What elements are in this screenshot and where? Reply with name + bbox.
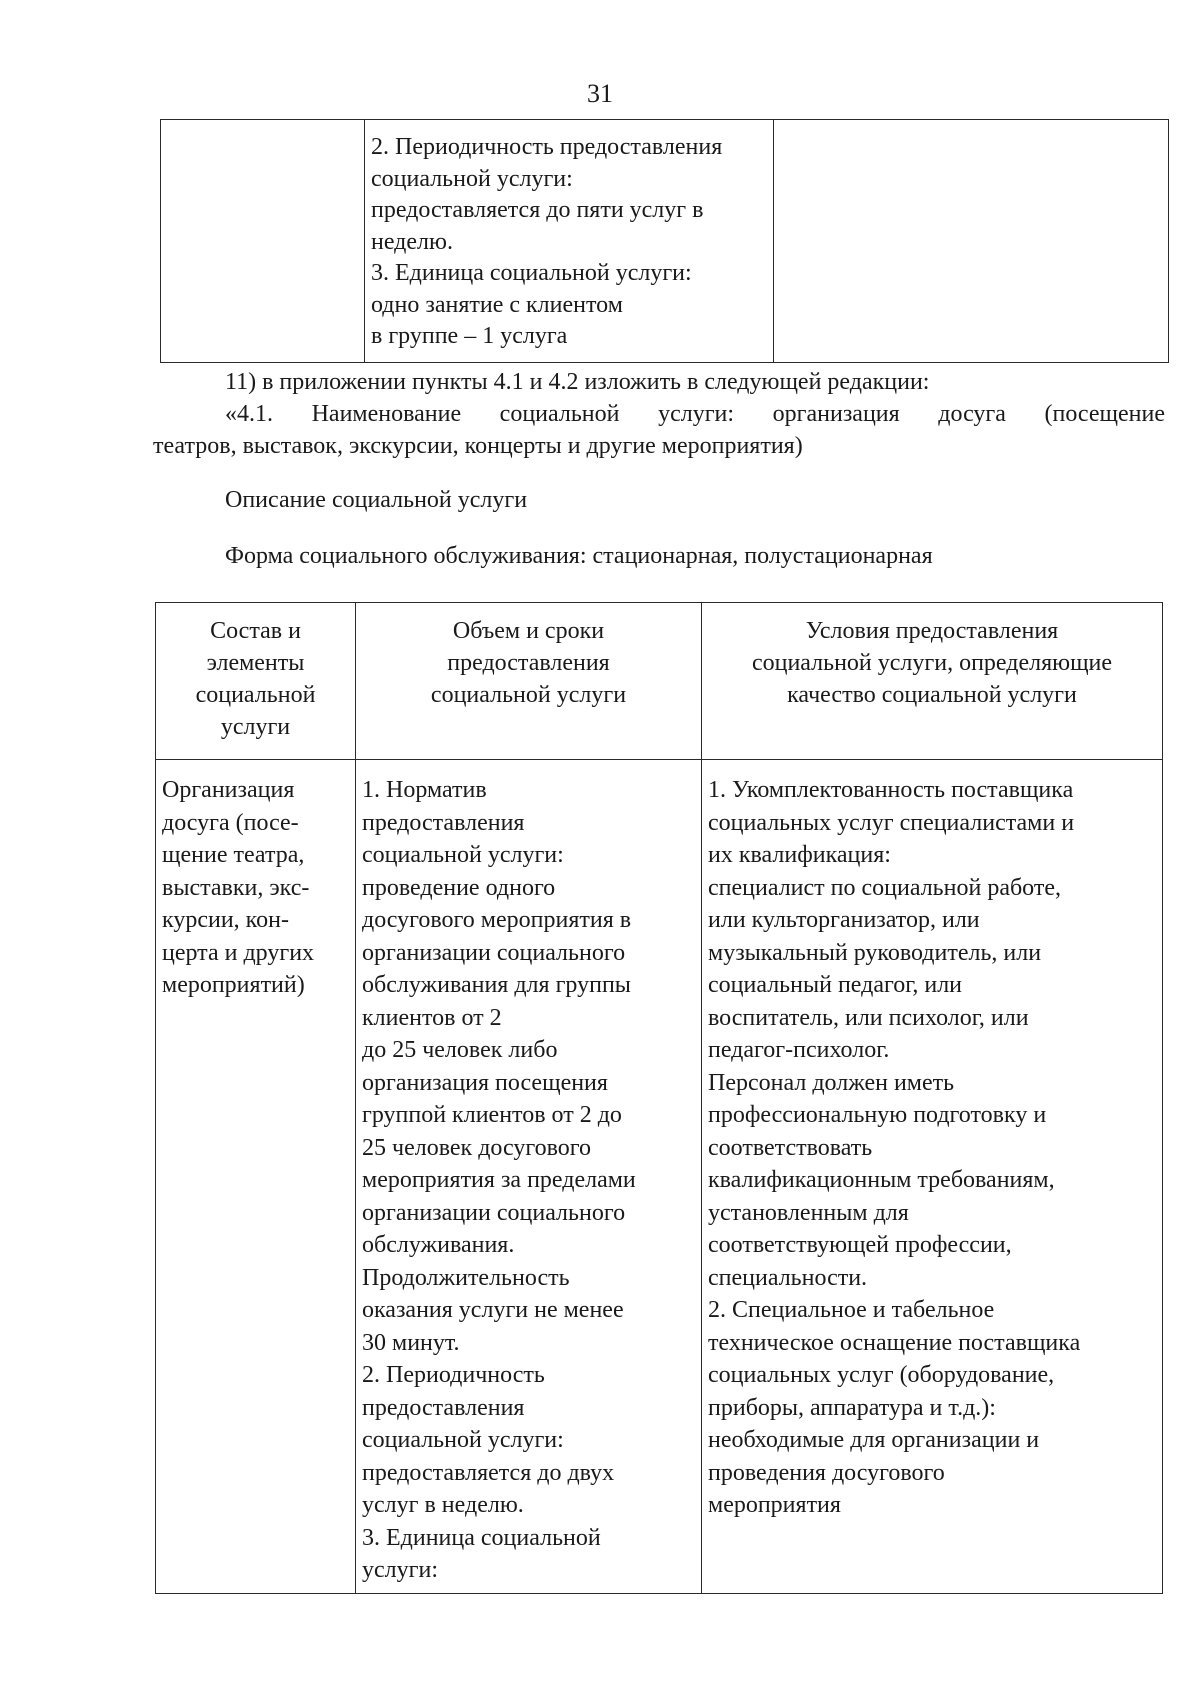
column-header: [356, 603, 702, 760]
cell-line: выставки, экс-: [162, 874, 310, 901]
page-number: 31: [587, 79, 613, 108]
cell-line: организации социального: [362, 1199, 626, 1226]
column-header: [702, 603, 1163, 760]
cell-line: Организация: [162, 777, 295, 803]
cell-line: соответствующей профессии,: [708, 1232, 1012, 1258]
cell-line: квалификационным требованиям,: [708, 1167, 1055, 1193]
cell-line: проведение одного: [362, 874, 556, 901]
cell-line: музыкальный руководитель, или: [708, 939, 1042, 966]
cell-line: предоставления: [362, 809, 525, 836]
cell-line: их квалификация:: [708, 842, 891, 868]
cell-line: оказания услуги не менее: [362, 1297, 624, 1323]
cell-line: клиентов от 2: [362, 1004, 502, 1031]
cell-line: Состав и: [210, 618, 301, 644]
amendment-line: 11) в приложении пункты 4.1 и 4.2 изложить в следующей редакции:: [225, 369, 930, 395]
cell-line: группой клиентов от 2 до: [362, 1102, 622, 1128]
cell-line: предоставляется до двух: [362, 1459, 615, 1486]
cell-line: Условия предоставления: [805, 618, 1059, 644]
cell-line: необходимые для организации и: [708, 1427, 1040, 1453]
cell-line: или культорганизатор, или: [708, 907, 980, 933]
cell-line: специальности.: [708, 1264, 868, 1291]
cell-line: мероприятий): [162, 972, 305, 998]
cell-line: специалист по социальной работе,: [708, 874, 1062, 901]
table-cell: [774, 120, 1169, 363]
cell-line: организации социального: [362, 939, 626, 966]
cell-line: щение театра,: [162, 842, 305, 868]
cell-line: профессиональную подготовку и: [708, 1102, 1047, 1128]
cell-line: услуги: [220, 714, 291, 740]
cell-line: 25 человек досугового: [362, 1134, 592, 1161]
cell-line: элементы: [206, 650, 305, 676]
cell-line: социальных услуг специалистами и: [708, 809, 1075, 836]
cell-line: обслуживания.: [362, 1232, 515, 1258]
cell-line: социальной: [195, 682, 316, 708]
cell-line: досуга (посе-: [162, 809, 299, 836]
cell-line: услуг в неделю.: [362, 1492, 524, 1518]
table-cell: [156, 760, 356, 1594]
cell-line: социальных услуг (оборудование,: [708, 1362, 1055, 1388]
cell-line: социальной услуги: [430, 682, 627, 708]
cell-line: 2. Периодичность предоставления: [371, 134, 723, 160]
cell-line: социальный педагог, или: [708, 972, 963, 998]
service-name-line: «4.1. Наименование социальной услуги: организация досуга (посещение: [225, 401, 1165, 427]
cell-line: социальной услуги, определяющие: [751, 650, 1113, 676]
cell-line: установленным для: [708, 1199, 909, 1226]
table-row: [156, 760, 1163, 1594]
cell-line: социальной услуги:: [371, 165, 573, 192]
cell-line: в группе – 1 услуга: [371, 323, 568, 349]
cell-line: социальной услуги:: [362, 842, 564, 868]
cell-line: мероприятия за пределами: [362, 1167, 636, 1193]
table-row: [161, 120, 1169, 363]
cell-line: организация посещения: [362, 1069, 608, 1096]
cell-line: педагог-психолог.: [708, 1037, 890, 1063]
cell-line: предоставления: [447, 650, 610, 676]
table-cell: [365, 120, 774, 363]
column-header: [156, 603, 356, 760]
cell-line: 1. Укомплектованность поставщика: [708, 777, 1074, 803]
cell-line: 2. Специальное и табельное: [708, 1297, 995, 1323]
cell-line: проведения досугового: [708, 1459, 945, 1486]
table-cell: [161, 120, 365, 363]
cell-line: одно занятие с клиентом: [371, 291, 623, 318]
continuation-table: [160, 119, 1169, 363]
cell-line: 1. Норматив: [362, 777, 487, 803]
cell-line: мероприятия: [708, 1492, 841, 1518]
cell-line: 3. Единица социальной услуги:: [371, 260, 692, 286]
cell-line: социальной услуги:: [362, 1427, 564, 1453]
cell-line: предоставляется до пяти услуг в: [371, 197, 704, 223]
cell-line: качество социальной услуги: [787, 682, 1077, 708]
cell-line: техническое оснащение поставщика: [708, 1329, 1081, 1356]
cell-line: обслуживания для группы: [362, 972, 631, 998]
table-cell: [356, 760, 702, 1594]
description-heading: Описание социальной услуги: [225, 487, 528, 513]
cell-line: Продолжительность: [362, 1264, 570, 1291]
cell-line: воспитатель, или психолог, или: [708, 1004, 1029, 1031]
cell-line: Объем и сроки: [452, 618, 605, 644]
service-name-continuation: театров, выставок, экскурсии, концерты и другие мероприятия): [153, 433, 803, 459]
cell-line: 30 минут.: [362, 1329, 460, 1356]
cell-line: предоставления: [362, 1394, 525, 1421]
table-cell: [702, 760, 1163, 1594]
intro-paragraph: [153, 366, 1165, 462]
cell-line: 2. Периодичность: [362, 1362, 545, 1388]
cell-line: 3. Единица социальной: [362, 1524, 601, 1551]
cell-line: курсии, кон-: [162, 907, 289, 933]
cell-line: приборы, аппаратура и т.д.):: [708, 1394, 996, 1421]
service-table: [155, 602, 1163, 1594]
cell-line: досугового мероприятия в: [362, 907, 632, 933]
cell-line: до 25 человек либо: [362, 1037, 558, 1063]
table-header-row: [156, 603, 1163, 760]
cell-line: церта и других: [162, 939, 315, 966]
cell-line: соответствовать: [708, 1134, 873, 1161]
cell-line: Персонал должен иметь: [708, 1069, 955, 1096]
cell-line: услуги:: [362, 1557, 438, 1583]
cell-line: неделю.: [371, 228, 453, 255]
service-form-line: Форма социального обслуживания: стационарная, полустационарная: [225, 543, 933, 569]
